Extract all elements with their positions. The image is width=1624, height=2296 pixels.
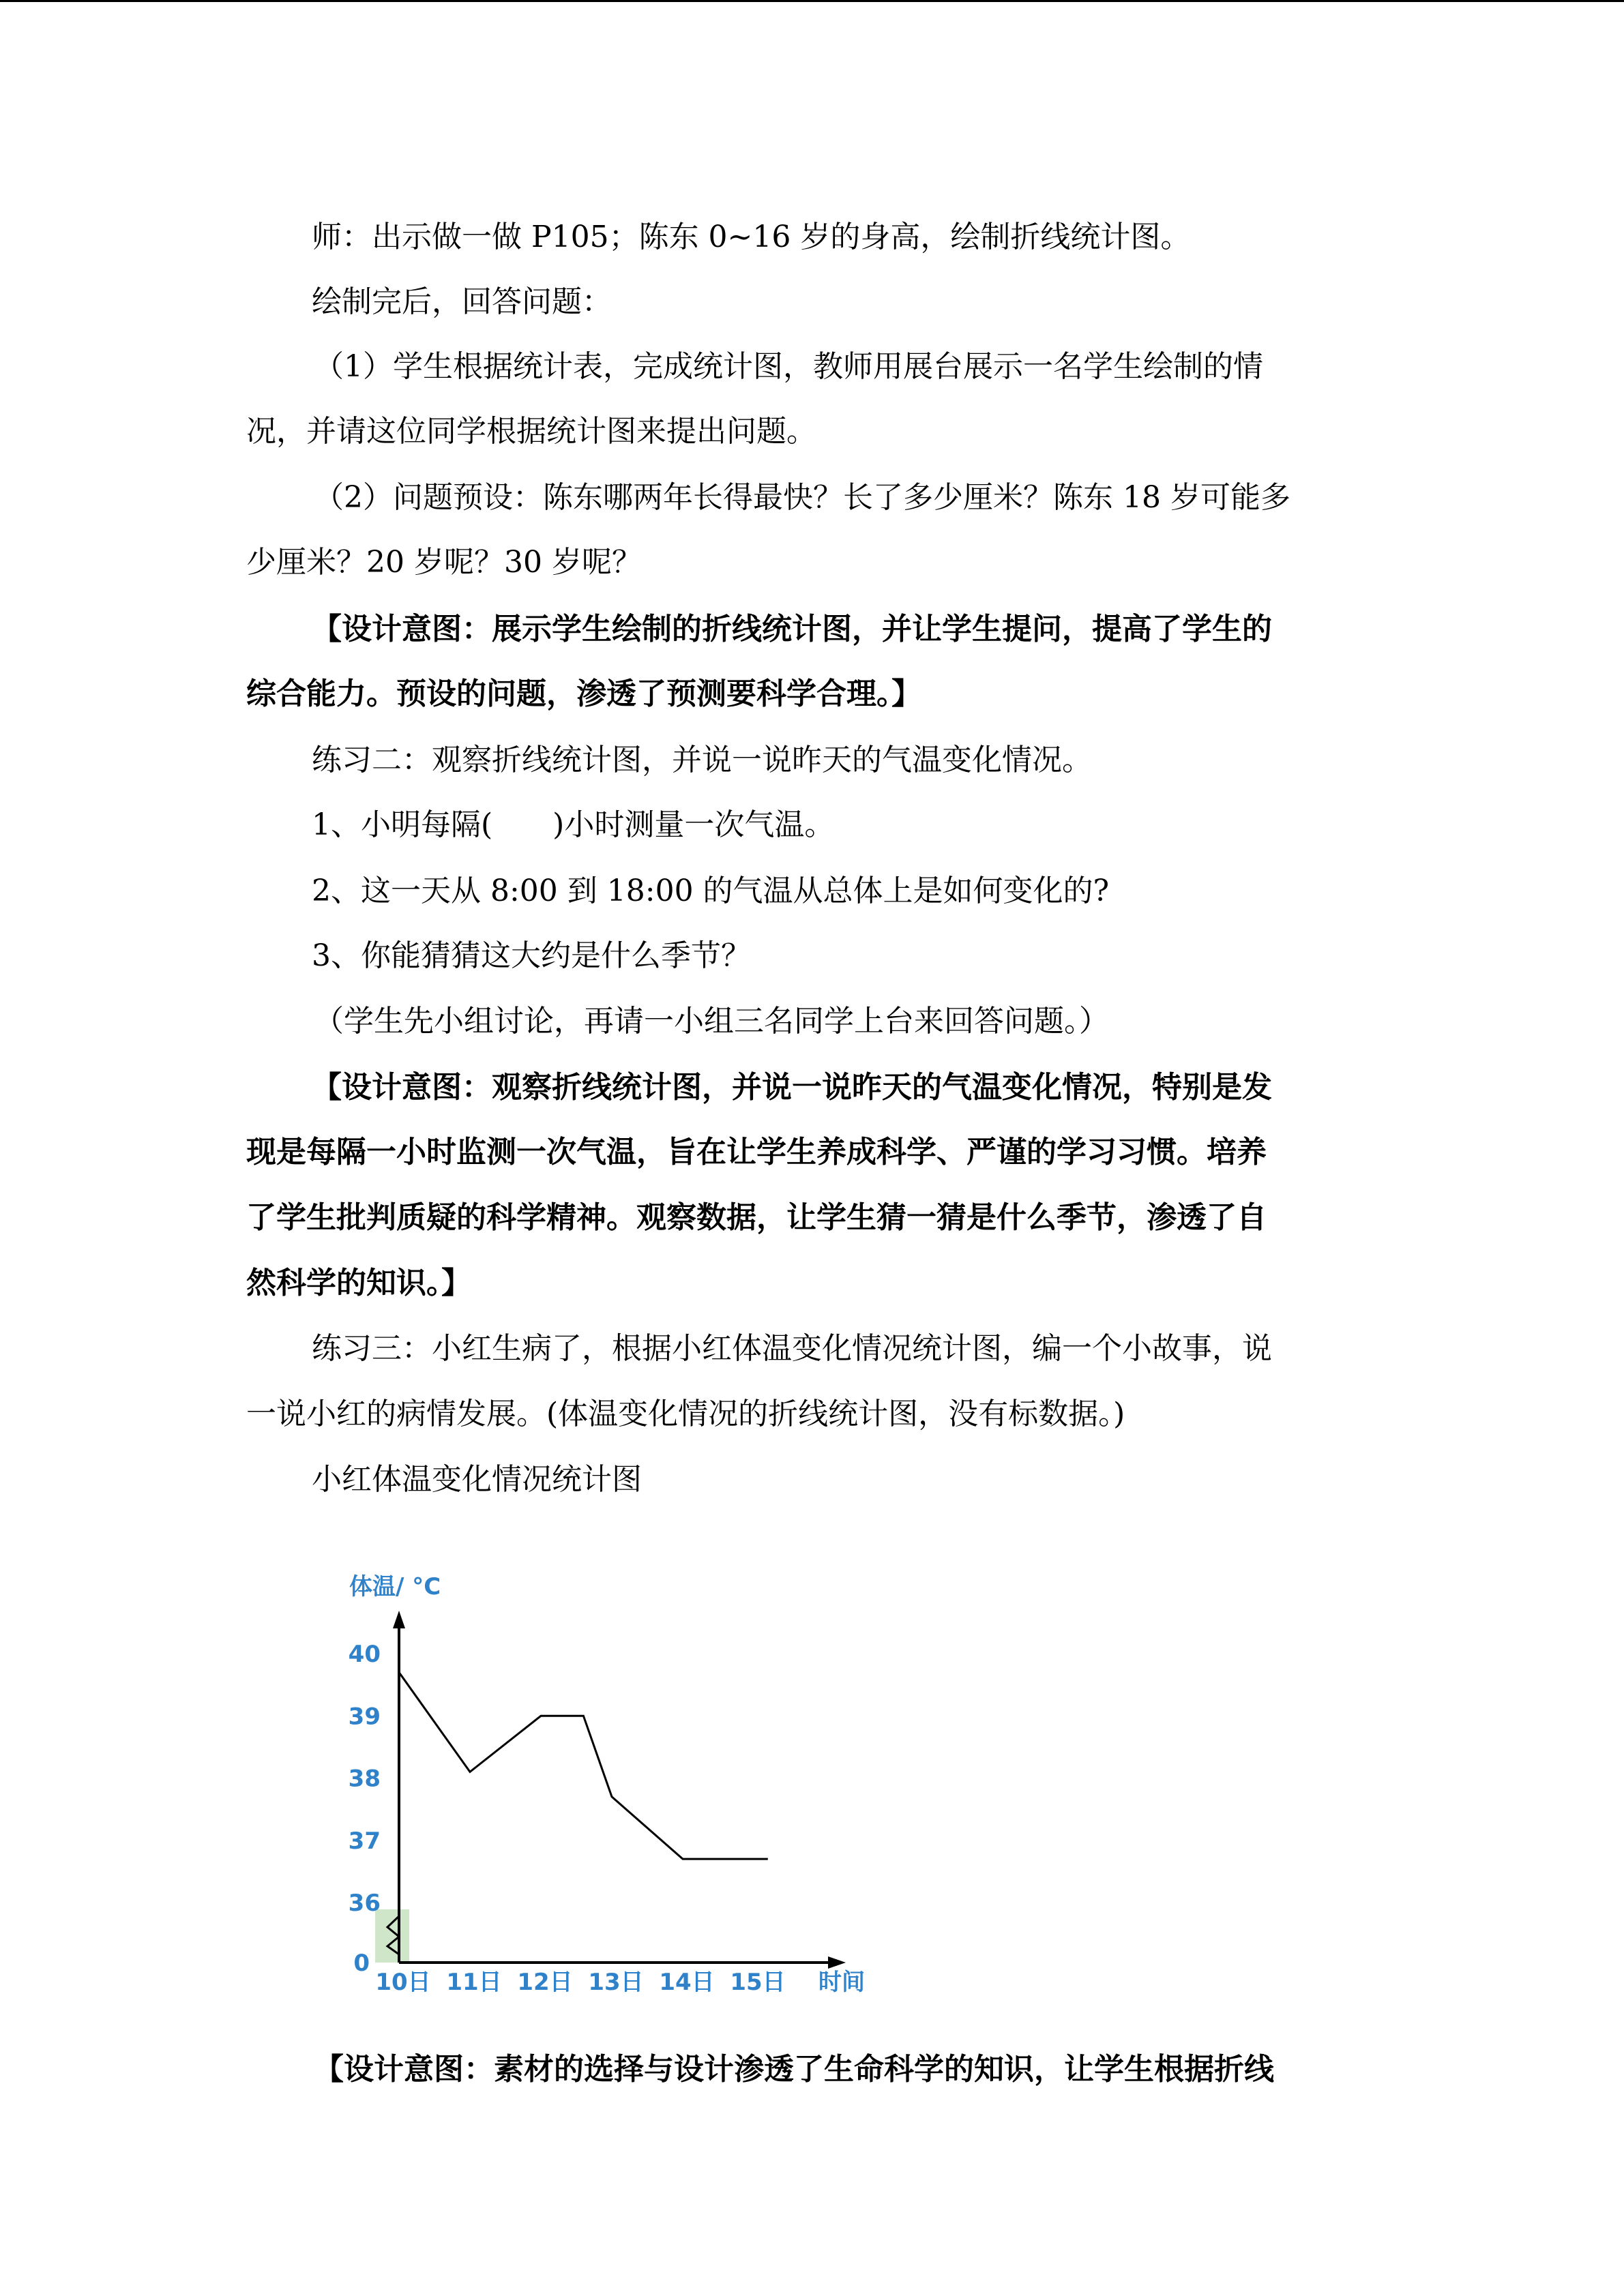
y-tick-label: 36: [348, 1890, 381, 1917]
y-tick-label: 0: [353, 1950, 370, 1977]
chart-caption: 小红体温变化情况统计图: [312, 1462, 642, 1497]
page-top-border: [0, 0, 1624, 2]
x-tick-label: 13日: [588, 1969, 644, 1996]
text-line: 1、小明每隔( )小时测量一次气温。: [312, 807, 835, 842]
x-axis-arrow: [828, 1956, 846, 1969]
text-line: （2）问题预设：陈东哪两年长得最快？长了多少厘米？陈东 18 岁可能多: [314, 480, 1290, 515]
y-tick-label: 38: [348, 1765, 381, 1793]
design-intent-line: 综合能力。预设的问题，渗透了预测要科学合理。】: [246, 676, 921, 711]
text-line: （1）学生根据统计表，完成统计图，教师用展台展示一名学生绘制的情: [314, 349, 1263, 384]
x-tick-label: 11日: [446, 1969, 502, 1996]
series-line: [399, 1672, 768, 1859]
design-intent-line: 现是每隔一小时监测一次气温，旨在让学生养成科学、严谨的学习习惯。培养: [246, 1135, 1267, 1169]
text-line: 练习三：小红生病了，根据小红体温变化情况统计图，编一个小故事，说: [312, 1331, 1272, 1366]
text-line: 练习二：观察折线统计图，并说一说昨天的气温变化情况。: [312, 743, 1092, 777]
y-axis-arrow: [393, 1611, 405, 1628]
x-tick-label: 12日: [517, 1969, 573, 1996]
temperature-line-chart: [327, 1548, 914, 2012]
x-tick-label: 15日: [730, 1969, 786, 1996]
text-line: 3、你能猜猜这大约是什么季节？: [312, 938, 751, 973]
text-line: 师：出示做一做 P105；陈东 0~16 岁的身高，绘制折线统计图。: [312, 220, 1191, 254]
axis-break-highlight: [375, 1909, 409, 1963]
y-tick-label: 40: [348, 1641, 381, 1668]
y-tick-label: 37: [348, 1827, 381, 1855]
design-intent-line: 了学生批判质疑的科学精神。观察数据，让学生猜一猜是什么季节，渗透了自: [246, 1200, 1267, 1235]
x-tick-label: 10日: [375, 1969, 431, 1996]
design-intent-line: 【设计意图：素材的选择与设计渗透了生命科学的知识，让学生根据折线: [314, 2052, 1274, 2087]
text-line: 况，并请这位同学根据统计图来提出问题。: [246, 414, 816, 449]
x-axis-label: 时间: [818, 1969, 865, 1996]
text-line: 一说小红的病情发展。(体温变化情况的折线统计图，没有标数据。): [246, 1397, 1125, 1431]
y-axis-label: 体温/ °C: [349, 1573, 441, 1600]
text-line: 2、这一天从 8:00 到 18:00 的气温从总体上是如何变化的?: [312, 874, 1110, 908]
text-line: （学生先小组讨论，再请一小组三名同学上台来回答问题。）: [314, 1004, 1109, 1039]
design-intent-line: 然科学的知识。】: [246, 1266, 471, 1300]
x-tick-label: 14日: [659, 1969, 715, 1996]
design-intent-line: 【设计意图：观察折线统计图，并说一说昨天的气温变化情况，特别是发: [312, 1070, 1272, 1105]
text-line: 绘制完后，回答问题：: [312, 284, 612, 319]
y-tick-label: 39: [348, 1703, 381, 1731]
text-line: 少厘米？20 岁呢？30 岁呢？: [246, 545, 642, 580]
design-intent-line: 【设计意图：展示学生绘制的折线统计图，并让学生提问，提高了学生的: [312, 612, 1272, 646]
